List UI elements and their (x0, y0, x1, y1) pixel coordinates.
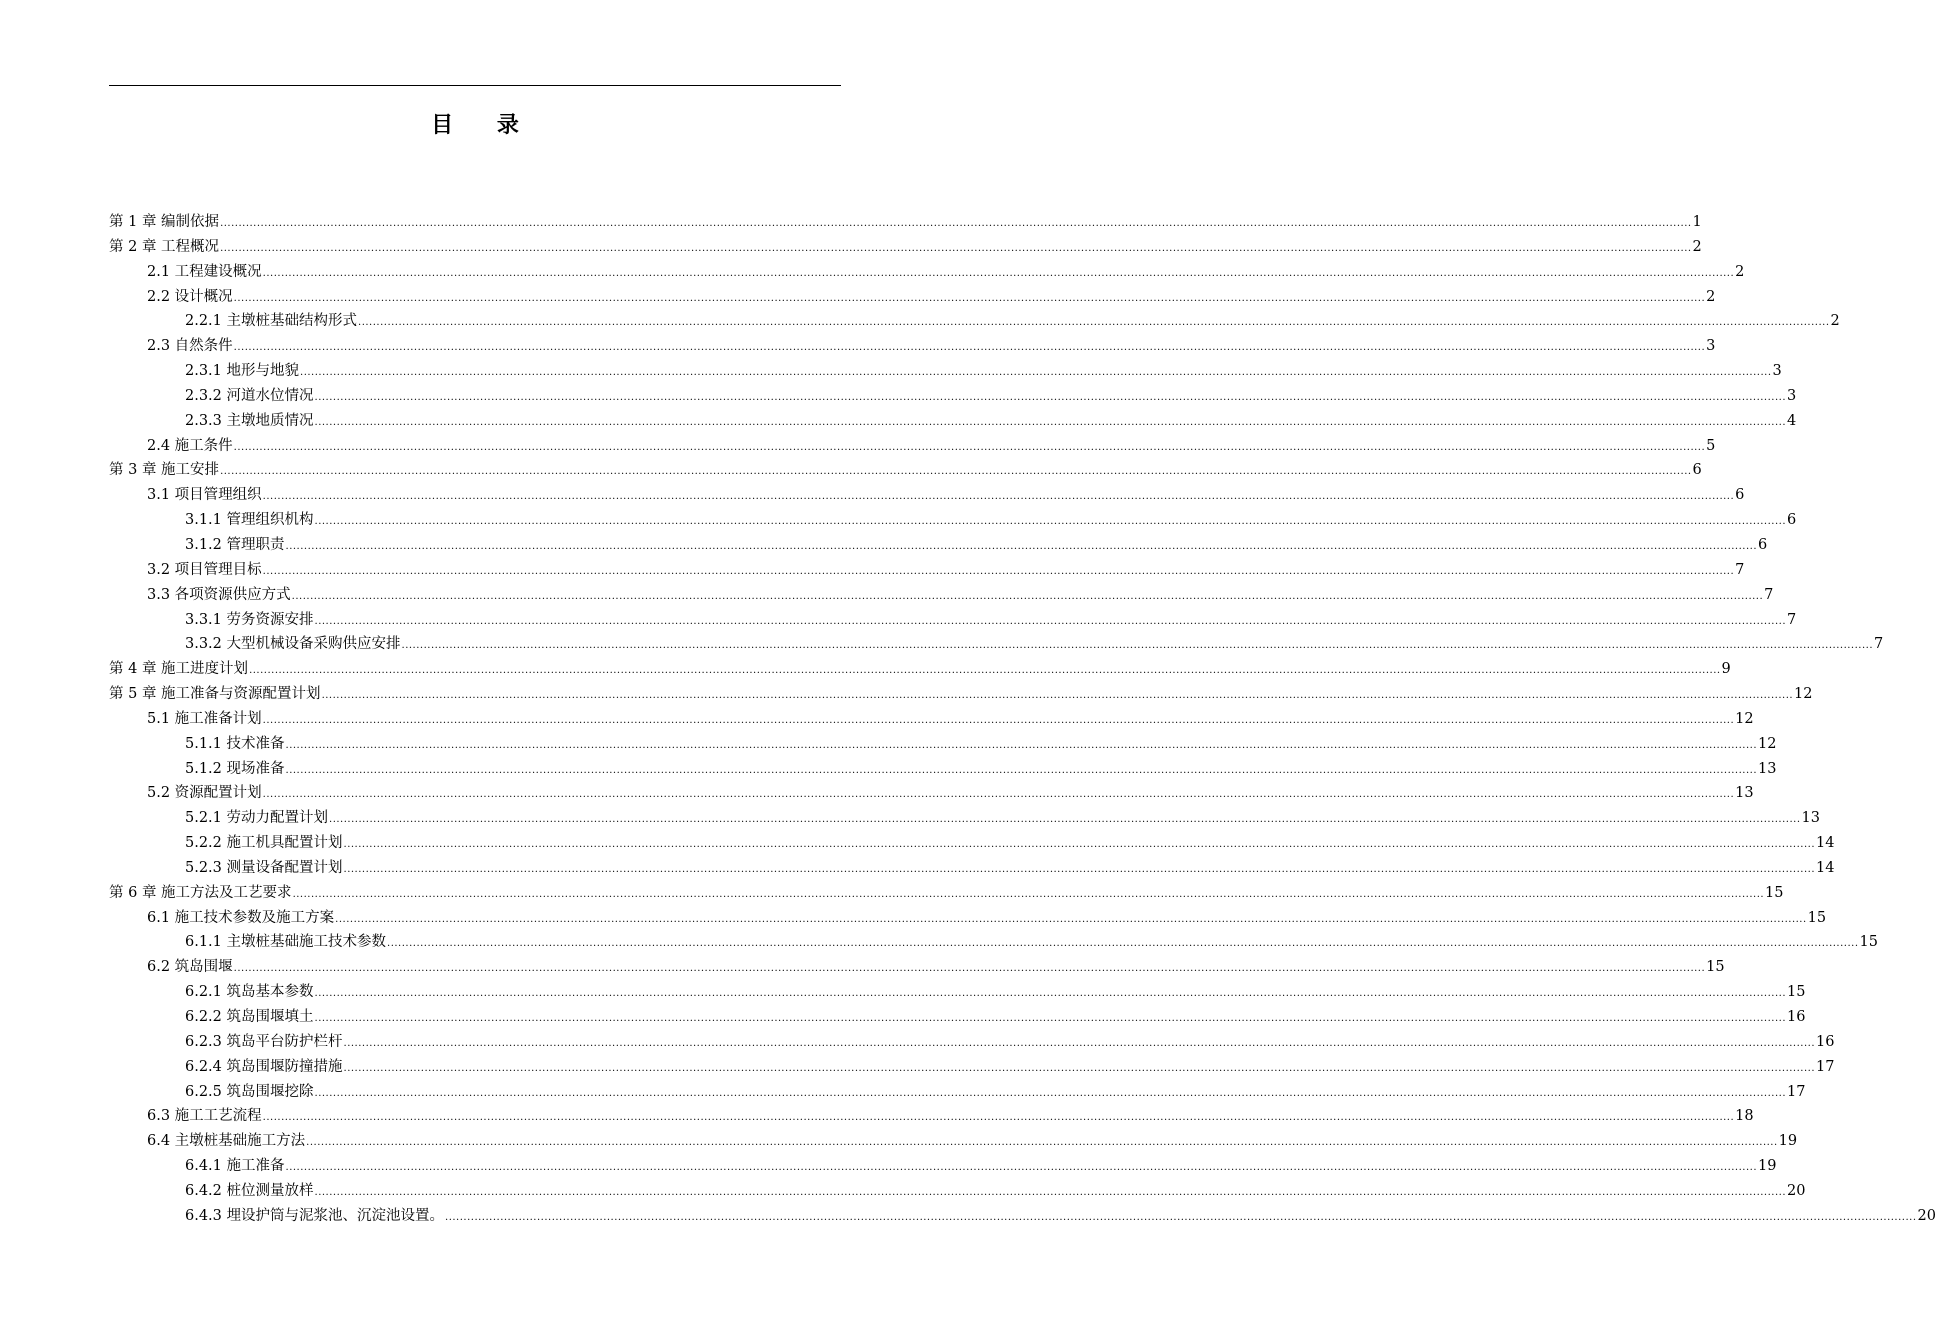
toc-entry-page-number: 14 (1816, 859, 1835, 876)
dot-leader: ................................................................................................................................................................................................................................................................................................................................................................................................................ (445, 1211, 1917, 1223)
toc-entry-page-number: 19 (1778, 1133, 1798, 1150)
toc-entry-title: 第 3 章 施工安排 (109, 462, 220, 479)
dot-leader: ................................................................................................................................................................................................................................................................................................................................................................................................................ (300, 367, 1772, 379)
toc-entry-title: 6.2.2 筑岛围堰填土 (185, 1009, 314, 1025)
dot-leader: ................................................................................................................................................................................................................................................................................................................................................................................................................ (314, 615, 1786, 627)
toc-entry[interactable] (109, 1204, 1936, 1229)
toc-entry[interactable] (109, 781, 1754, 806)
toc-entry-title: 第 4 章 施工进度计划 (109, 661, 249, 678)
toc-entry[interactable] (109, 980, 1806, 1005)
dot-leader: ................................................................................................................................................................................................................................................................................................................................................................................................................ (291, 590, 1764, 602)
toc-entry[interactable] (109, 906, 1827, 931)
toc-entry-page-number: 3 (1772, 363, 1782, 380)
toc-entry[interactable] (109, 831, 1835, 856)
dot-leader: ................................................................................................................................................................................................................................................................................................................................................................................................................ (285, 764, 1757, 776)
toc-entry[interactable] (109, 1005, 1806, 1030)
toc-entry-page-number: 7 (1735, 561, 1745, 578)
toc-entry[interactable] (109, 558, 1745, 583)
dot-leader: ................................................................................................................................................................................................................................................................................................................................................................................................................ (358, 317, 1830, 329)
toc-entry[interactable] (109, 806, 1820, 831)
toc-entry[interactable] (109, 434, 1716, 459)
dot-leader: ................................................................................................................................................................................................................................................................................................................................................................................................................ (262, 1112, 1735, 1124)
toc-entry-title: 第 2 章 工程概况 (109, 238, 220, 255)
toc-entry[interactable] (109, 458, 1702, 483)
dot-leader: ................................................................................................................................................................................................................................................................................................................................................................................................................ (343, 1037, 1815, 1049)
toc-entry-title: 3.3 各项资源供应方式 (147, 586, 291, 603)
toc-entry-page-number: 5 (1706, 437, 1716, 454)
toc-entry[interactable] (109, 1129, 1798, 1154)
toc-entry[interactable] (109, 632, 1884, 657)
toc-entry[interactable] (109, 856, 1835, 881)
toc-entry-page-number: 7 (1874, 636, 1884, 653)
toc-entry-page-number: 3 (1706, 338, 1716, 355)
toc-entry-page-number: 15 (1807, 909, 1827, 926)
toc-entry[interactable] (109, 1179, 1806, 1204)
dot-leader: ................................................................................................................................................................................................................................................................................................................................................................................................................ (335, 913, 1807, 925)
toc-entry[interactable] (109, 930, 1878, 955)
toc-entry[interactable] (109, 1080, 1806, 1105)
toc-entry[interactable] (109, 881, 1784, 906)
toc-entry-page-number: 15 (1859, 934, 1878, 951)
toc-entry-title: 第 5 章 施工准备与资源配置计划 (109, 686, 321, 703)
toc-entry-page-number: 12 (1735, 710, 1754, 727)
dot-leader: ................................................................................................................................................................................................................................................................................................................................................................................................................ (314, 1186, 1786, 1198)
toc-entry[interactable] (109, 682, 1813, 707)
toc-entry-page-number: 6 (1758, 536, 1768, 553)
toc-entry-page-number: 14 (1816, 835, 1835, 852)
toc-entry-page-number: 6 (1787, 512, 1797, 529)
toc-entry[interactable] (109, 955, 1725, 980)
toc-entry[interactable] (109, 260, 1745, 285)
toc-entry-page-number: 13 (1758, 760, 1777, 777)
toc-entry[interactable] (109, 533, 1768, 558)
toc-entry-page-number: 13 (1801, 810, 1820, 827)
toc-entry-title: 6.2.3 筑岛平台防护栏杆 (185, 1033, 343, 1050)
toc-entry-page-number: 3 (1787, 387, 1797, 404)
dot-leader: ................................................................................................................................................................................................................................................................................................................................................................................................................ (343, 1062, 1815, 1074)
dot-leader: ................................................................................................................................................................................................................................................................................................................................................................................................................ (233, 441, 1706, 453)
toc-entry-title: 6.4.2 桩位测量放样 (185, 1182, 314, 1199)
toc-entry-title: 5.2.1 劳动力配置计划 (185, 810, 329, 827)
toc-entry-title: 3.1 项目管理组织 (147, 487, 262, 504)
toc-entry-title: 6.2.4 筑岛围堰防撞措施 (185, 1058, 343, 1075)
toc-entry[interactable] (109, 483, 1745, 508)
dot-leader: ................................................................................................................................................................................................................................................................................................................................................................................................................ (285, 540, 1757, 552)
dot-leader: ................................................................................................................................................................................................................................................................................................................................................................................................................ (401, 640, 1873, 652)
toc-entry-page-number: 17 (1787, 1083, 1806, 1100)
dot-leader: ................................................................................................................................................................................................................................................................................................................................................................................................................ (262, 565, 1735, 577)
dot-leader: ................................................................................................................................................................................................................................................................................................................................................................................................................ (343, 839, 1815, 851)
toc-entry-page-number: 2 (1830, 313, 1840, 330)
toc-entry-title: 5.2 资源配置计划 (147, 785, 262, 802)
toc-entry-page-number: 9 (1721, 661, 1731, 678)
toc-entry-page-number: 12 (1794, 686, 1813, 703)
toc-entry-page-number: 20 (1917, 1207, 1936, 1224)
toc-entry-page-number: 7 (1764, 586, 1774, 603)
toc-entry-title: 5.1.1 技术准备 (185, 735, 285, 752)
dot-leader: ................................................................................................................................................................................................................................................................................................................................................................................................................ (233, 342, 1706, 354)
toc-entry-page-number: 2 (1692, 238, 1702, 255)
toc-entry-title: 2.2.1 主墩桩基础结构形式 (185, 313, 358, 330)
toc-entry[interactable] (109, 583, 1774, 608)
toc-entry-title: 6.4 主墩桩基础施工方法 (147, 1133, 306, 1150)
dot-leader: ................................................................................................................................................................................................................................................................................................................................................................................................................ (262, 267, 1735, 279)
toc-entry-title: 2.3.1 地形与地貌 (185, 363, 300, 380)
toc-entry-title: 6.4.1 施工准备 (185, 1158, 285, 1175)
toc-entry[interactable] (109, 210, 1702, 235)
toc-entry[interactable] (109, 1055, 1835, 1080)
toc-entry[interactable] (109, 334, 1716, 359)
dot-leader: ................................................................................................................................................................................................................................................................................................................................................................................................................ (314, 391, 1786, 403)
toc-entry[interactable] (109, 707, 1754, 732)
toc-entry[interactable] (109, 732, 1777, 757)
dot-leader: ................................................................................................................................................................................................................................................................................................................................................................................................................ (329, 814, 1801, 826)
toc-entry-page-number: 1 (1692, 214, 1702, 230)
toc-entry-title: 3.3.2 大型机械设备采购供应安排 (185, 636, 401, 653)
toc-title: 目 录 (431, 112, 537, 138)
toc-entry[interactable] (109, 409, 1797, 434)
dot-leader: ................................................................................................................................................................................................................................................................................................................................................................................................................ (233, 292, 1706, 304)
dot-leader: ................................................................................................................................................................................................................................................................................................................................................................................................................ (220, 242, 1692, 254)
dot-leader: ................................................................................................................................................................................................................................................................................................................................................................................................................ (220, 466, 1692, 478)
dot-leader: ................................................................................................................................................................................................................................................................................................................................................................................................................ (343, 863, 1815, 875)
dot-leader: ................................................................................................................................................................................................................................................................................................................................................................................................................ (292, 888, 1765, 900)
toc-entry-title: 5.1 施工准备计划 (147, 710, 262, 727)
toc-entry-page-number: 2 (1735, 263, 1745, 280)
table-of-contents (109, 210, 1936, 1229)
toc-entry-title: 2.3 自然条件 (147, 338, 233, 355)
dot-leader: ................................................................................................................................................................................................................................................................................................................................................................................................................ (262, 714, 1735, 726)
toc-entry-page-number: 6 (1735, 487, 1745, 504)
dot-leader: ................................................................................................................................................................................................................................................................................................................................................................................................................ (233, 963, 1706, 975)
header-rule (109, 85, 841, 86)
toc-entry-page-number: 2 (1706, 288, 1716, 305)
dot-leader: ................................................................................................................................................................................................................................................................................................................................................................................................................ (285, 739, 1757, 751)
toc-entry-title: 第 6 章 施工方法及工艺要求 (109, 884, 292, 901)
dot-leader: ................................................................................................................................................................................................................................................................................................................................................................................................................ (321, 690, 1794, 702)
dot-leader: ................................................................................................................................................................................................................................................................................................................................................................................................................ (314, 988, 1786, 1000)
toc-entry-page-number: 15 (1787, 984, 1806, 1001)
toc-entry[interactable] (109, 235, 1702, 260)
dot-leader: ................................................................................................................................................................................................................................................................................................................................................................................................................ (262, 491, 1735, 503)
toc-entry-title: 5.2.2 施工机具配置计划 (185, 835, 343, 852)
toc-entry-title: 2.1 工程建设概况 (147, 263, 262, 280)
toc-entry[interactable] (109, 1104, 1754, 1129)
toc-entry-page-number: 17 (1816, 1058, 1835, 1075)
toc-entry[interactable] (109, 309, 1840, 334)
toc-entry-title: 6.4.3 埋设护筒与泥浆池、沉淀池设置。 (185, 1207, 445, 1224)
toc-entry[interactable] (109, 508, 1797, 533)
toc-entry[interactable] (109, 359, 1782, 384)
dot-leader: ................................................................................................................................................................................................................................................................................................................................................................................................................ (314, 416, 1786, 428)
toc-entry-title: 5.2.3 测量设备配置计划 (185, 859, 343, 876)
toc-entry-title: 6.2.1 筑岛基本参数 (185, 984, 314, 1001)
toc-entry-title: 6.1 施工技术参数及施工方案 (147, 909, 335, 926)
toc-entry-page-number: 19 (1758, 1158, 1777, 1175)
toc-entry[interactable] (109, 384, 1797, 409)
toc-entry[interactable] (109, 657, 1731, 682)
toc-entry-title: 6.2 筑岛围堰 (147, 959, 233, 976)
dot-leader: ................................................................................................................................................................................................................................................................................................................................................................................................................ (314, 1013, 1786, 1024)
toc-entry-title: 2.3.2 河道水位情况 (185, 387, 314, 404)
dot-leader: ................................................................................................................................................................................................................................................................................................................................................................................................................ (314, 1087, 1786, 1099)
dot-leader: ................................................................................................................................................................................................................................................................................................................................................................................................................ (306, 1137, 1778, 1149)
toc-entry-title: 6.2.5 筑岛围堰挖除 (185, 1083, 314, 1100)
toc-entry-title: 第 1 章 编制依据 (109, 214, 220, 230)
toc-entry[interactable] (109, 1154, 1777, 1179)
toc-entry-page-number: 13 (1735, 785, 1754, 802)
toc-entry-page-number: 15 (1765, 884, 1784, 901)
toc-entry-page-number: 20 (1787, 1182, 1806, 1199)
toc-entry-page-number: 6 (1692, 462, 1702, 479)
toc-entry-page-number: 16 (1787, 1009, 1806, 1025)
toc-entry[interactable] (109, 1030, 1835, 1055)
toc-entry[interactable] (109, 757, 1777, 782)
toc-entry-title: 3.1.1 管理组织机构 (185, 512, 314, 529)
toc-entry[interactable] (109, 285, 1716, 310)
toc-entry-title: 6.3 施工工艺流程 (147, 1108, 262, 1125)
dot-leader: ................................................................................................................................................................................................................................................................................................................................................................................................................ (387, 938, 1859, 950)
toc-entry-page-number: 4 (1787, 412, 1797, 429)
toc-entry-title: 2.3.3 主墩地质情况 (185, 412, 314, 429)
toc-entry-title: 6.1.1 主墩桩基础施工技术参数 (185, 934, 387, 951)
toc-entry-title: 2.2 设计概况 (147, 288, 233, 305)
toc-entry-page-number: 15 (1706, 959, 1725, 976)
toc-entry-page-number: 18 (1735, 1108, 1754, 1125)
toc-entry-title: 3.1.2 管理职责 (185, 536, 285, 553)
dot-leader: ................................................................................................................................................................................................................................................................................................................................................................................................................ (262, 789, 1735, 801)
toc-entry-title: 2.4 施工条件 (147, 437, 233, 454)
toc-entry-page-number: 7 (1787, 611, 1797, 628)
toc-entry[interactable] (109, 608, 1797, 633)
dot-leader: ................................................................................................................................................................................................................................................................................................................................................................................................................ (220, 218, 1692, 229)
dot-leader: ................................................................................................................................................................................................................................................................................................................................................................................................................ (249, 665, 1721, 677)
toc-entry-title: 3.3.1 劳务资源安排 (185, 611, 314, 628)
dot-leader: ................................................................................................................................................................................................................................................................................................................................................................................................................ (285, 1162, 1757, 1174)
toc-entry-title: 5.1.2 现场准备 (185, 760, 285, 777)
dot-leader: ................................................................................................................................................................................................................................................................................................................................................................................................................ (314, 516, 1786, 528)
toc-entry-page-number: 12 (1758, 735, 1777, 752)
toc-entry-title: 3.2 项目管理目标 (147, 561, 262, 578)
toc-entry-page-number: 16 (1816, 1033, 1835, 1050)
